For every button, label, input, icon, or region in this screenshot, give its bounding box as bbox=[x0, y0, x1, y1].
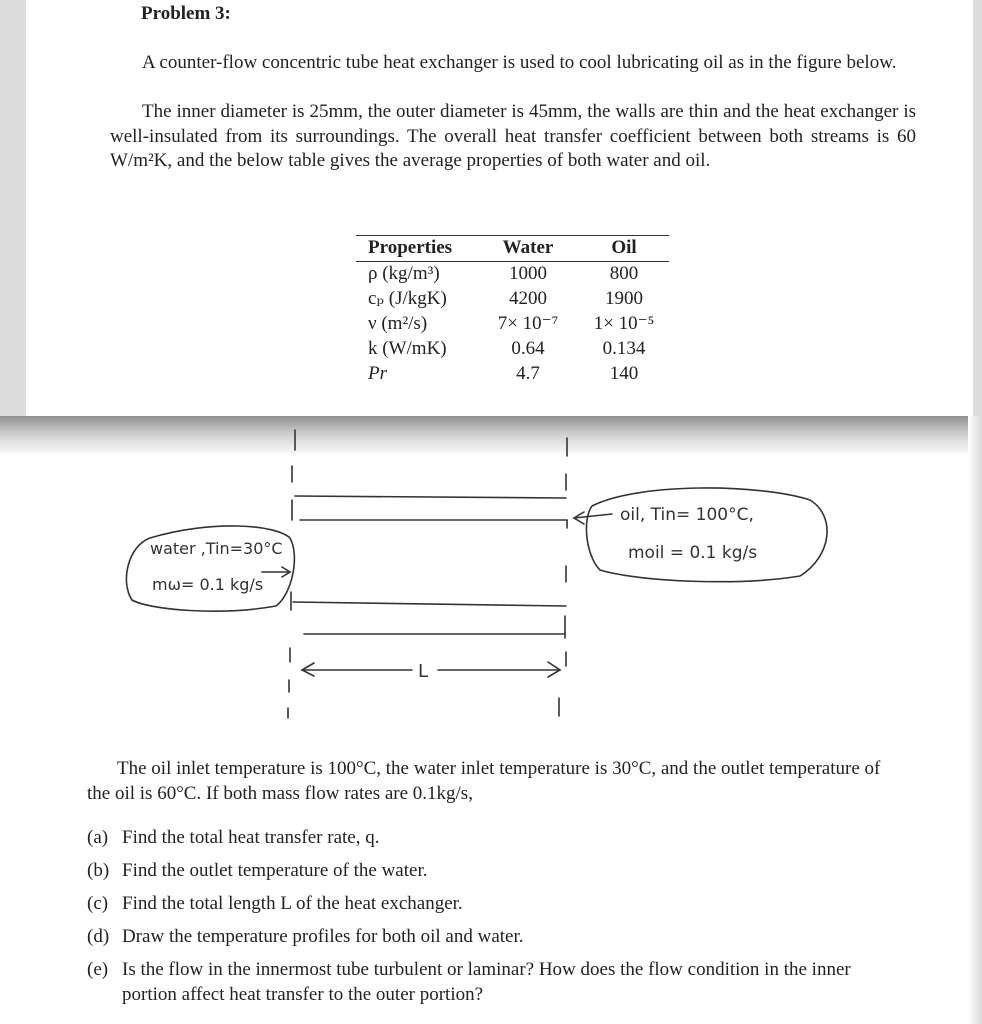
table-cell: 0.64 bbox=[511, 338, 545, 359]
table-cell: 4.7 bbox=[516, 363, 540, 384]
question-label: (c) bbox=[87, 893, 109, 914]
water-label-line-2: mω= 0.1 kg/s bbox=[152, 575, 264, 594]
question-label: (e) bbox=[87, 959, 109, 980]
oil-label-line-1: oil, Tin= 100°C, bbox=[620, 505, 754, 525]
oil-label-line-2: moil = 0.1 kg/s bbox=[628, 543, 758, 563]
table-cell: ν (m²/s) bbox=[368, 313, 428, 334]
question-text: Find the total length L of the heat exchanger. bbox=[122, 893, 463, 914]
intro-paragraph-2 bbox=[110, 100, 916, 174]
water-label-line-1: water ,Tin=30°C bbox=[150, 539, 283, 558]
question-intro-text: The oil inlet temperature is 100°C, the water inlet temperature is 30°C, and the outlet temperature of the oil is 60°C. If both mass flow rates are 0.1kg/s, bbox=[87, 758, 881, 804]
table-header-oil: Oil bbox=[611, 237, 637, 258]
intro-text-2: The inner diameter is 25mm, the outer diameter is 45mm, the walls are thin and the heat exchanger is well-insulated from its surroundings. The overall heat transfer coefficient between both streams is 60 W/m²K, and the below table gives the average properties of both water and oil. bbox=[110, 101, 916, 171]
table-cell: Pr bbox=[368, 363, 387, 384]
heat-exchanger-sketch bbox=[0, 416, 982, 746]
table-cell: 1000 bbox=[509, 263, 547, 284]
table-cell: 4200 bbox=[509, 288, 547, 309]
table-cell: 0.134 bbox=[602, 338, 646, 359]
oil-label-bubble bbox=[586, 488, 827, 582]
table-header-properties: Properties bbox=[368, 237, 453, 258]
table-cell: 800 bbox=[609, 263, 639, 284]
table-cell: cₚ (J/kgK) bbox=[368, 288, 447, 309]
question-text: Find the total heat transfer rate, q. bbox=[122, 827, 380, 848]
table-cell: 140 bbox=[609, 363, 639, 384]
table-header-water: Water bbox=[502, 237, 554, 258]
question-label: (d) bbox=[87, 926, 110, 947]
outer-tube-bottom-wall bbox=[293, 602, 566, 606]
intro-text-1: A counter-flow concentric tube heat exchanger is used to cool lubricating oil as in the figure below. bbox=[142, 52, 897, 73]
problem-title: Problem 3: bbox=[141, 3, 231, 24]
table-cell: 1900 bbox=[605, 288, 643, 309]
intro-paragraph-1 bbox=[110, 51, 916, 76]
question-text: Is the flow in the innermost tube turbulent or laminar? How does the flow condition in the inner portion affect heat transfer to the outer portion? bbox=[122, 959, 851, 1005]
length-label: L bbox=[418, 661, 429, 682]
table-cell: 1× 10⁻⁵ bbox=[593, 313, 655, 334]
table-cell: ρ (kg/m³) bbox=[368, 263, 440, 284]
outer-tube-top-wall bbox=[295, 496, 566, 498]
question-intro bbox=[87, 757, 897, 806]
table-cell: k (W/mK) bbox=[368, 338, 447, 359]
table-cell: 7× 10⁻⁷ bbox=[497, 313, 559, 334]
question-label: (b) bbox=[87, 860, 110, 881]
question-text: Draw the temperature profiles for both oil and water. bbox=[122, 926, 524, 947]
question-text: Find the outlet temperature of the water. bbox=[122, 860, 428, 881]
question-label: (a) bbox=[87, 827, 109, 848]
